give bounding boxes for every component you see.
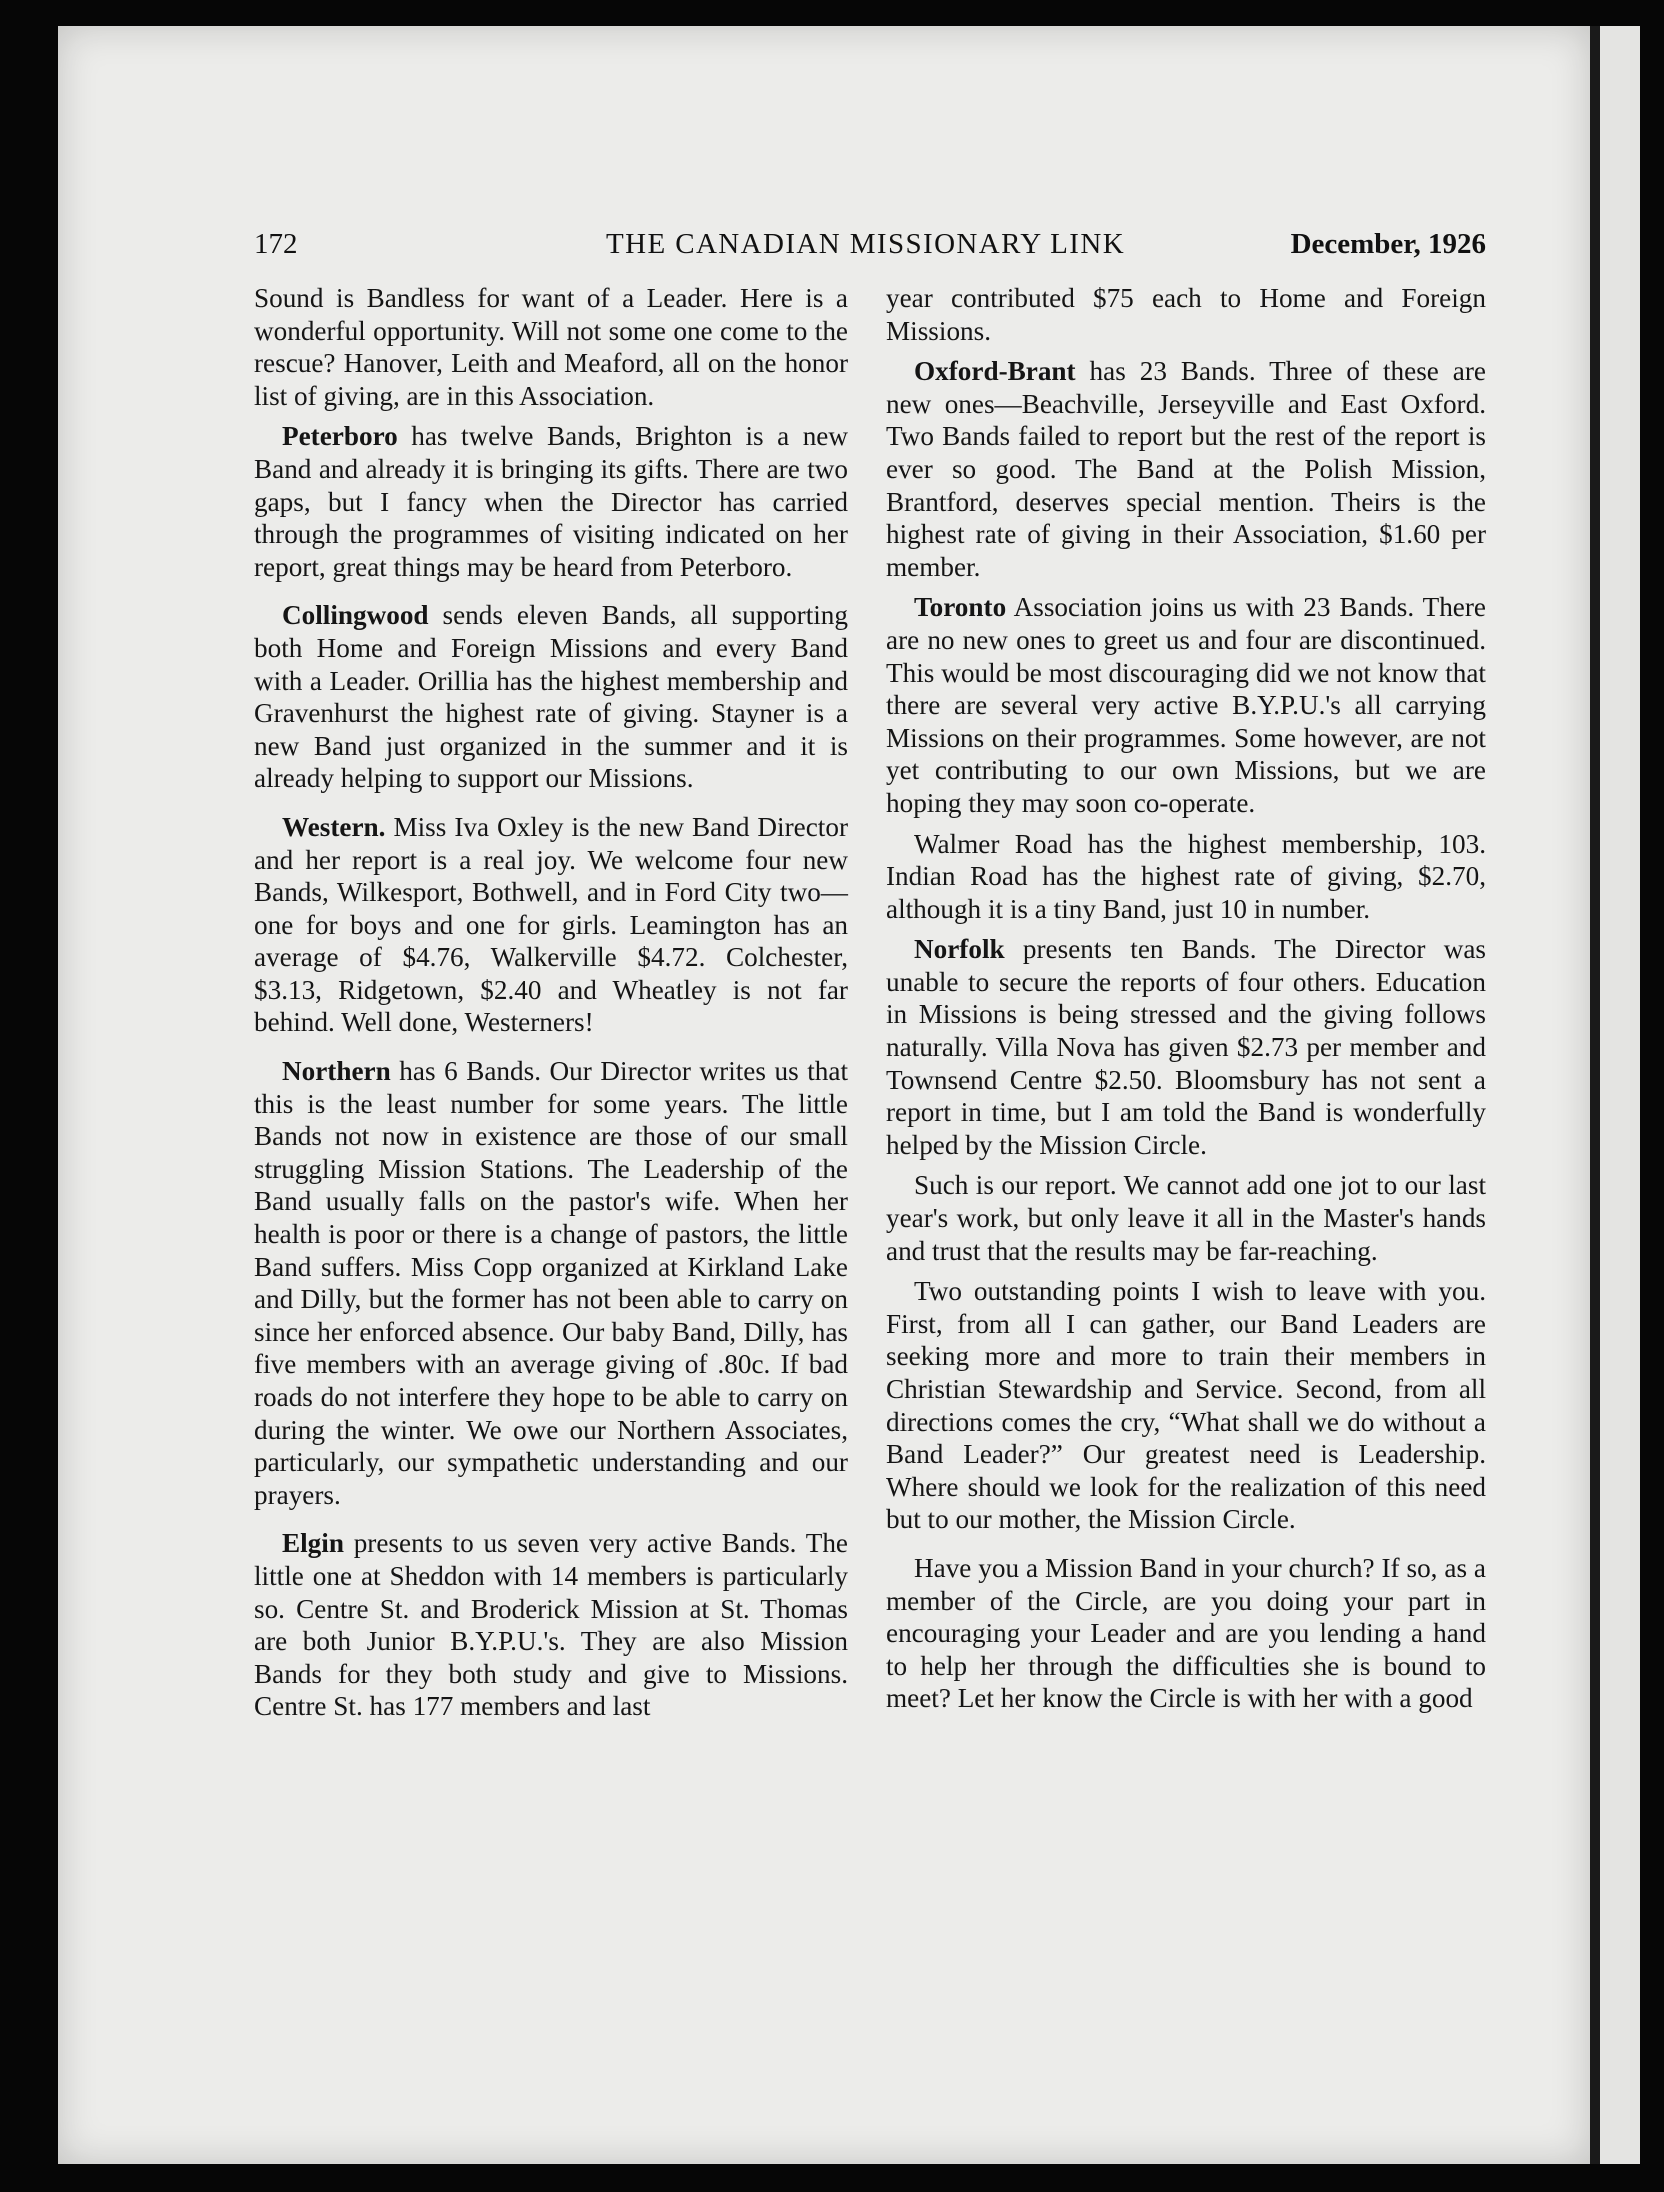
paragraph-norfolk: Norfolk presents ten Bands. The Director was unable to secure the reports of four others. Education in Missions is being stressed and the giving follows naturally. Villa Nova has given $2.73 per member and Townsend Centre $2.50. Bloomsbury has not sent a report in time, but I am told the Band is wonderfully helped by the Mission Circle. (886, 934, 1486, 1160)
paragraph-peterboro: Peterboro has twelve Bands, Brighton is a new Band and already it is bringing its gifts. There are two gaps, but I fancy when the Director has carried through the programmes of visiting indicated on her report, great things may be heard from Peterboro. (254, 421, 848, 582)
page-number: 172 (254, 228, 298, 260)
journal-title: THE CANADIAN MISSIONARY LINK (606, 228, 1126, 260)
right-column (886, 282, 1486, 1723)
paragraph: year contributed $75 each to Home and Foreign Missions. (886, 283, 1486, 346)
paragraph-northern: Northern has 6 Bands. Our Director writes us that this is the least number for some years. The little Bands not now in existence are those of our small struggling Mission Stations. The Leadership of the Band usually falls on the pastor's wife. When her health is poor or there is a change of pastors, the little Band suffers. Miss Copp organized at Kirkland Lake and Dilly, but the former has not been able to carry on since her enforced absence. Our baby Band, Dilly, has five members with an average giving of .80c. If bad roads do not interfere they hope to be able to carry on during the winter. We owe our Northern Associates, particularly, our sympathetic understanding and our prayers. (254, 1056, 848, 1510)
association-name: Peterboro (282, 421, 398, 452)
paragraph-collingwood: Collingwood sends eleven Bands, all supporting both Home and Foreign Missions and every Band with a Leader. Orillia has the highest membership and Gravenhurst the highest rate of giving. Stayner is a new Band just organized in the summer and it is already helping to support our Missions. (254, 600, 848, 794)
left-column (254, 282, 848, 1731)
paragraph: Sound is Bandless for want of a Leader. Here is a wonderful opportunity. Will not some one come to the rescue? Hanover, Leith and Meaford, all on the honor list of giving, are in this Association. (254, 283, 848, 411)
running-header (254, 220, 1486, 264)
paragraph-western: Western. Miss Iva Oxley is the new Band Director and her report is a real joy. We welcome four new Bands, Wilkesport, Bothwell, and in Ford City two—one for boys and one for girls. Leamington has an average of $4.76, Walkerville $4.72. Colchester, $3.13, Ridgetown, $2.40 and Wheatley is not far behind. Well done, Westerners! (254, 811, 848, 1038)
facing-page-edge (1600, 26, 1640, 2164)
association-name: Oxford-Brant (914, 356, 1076, 387)
issue-date: December, 1926 (1290, 228, 1486, 260)
paragraph: Have you a Mission Band in your church? If so, as a member of the Circle, are you doing your part in encouraging your Leader and are you lending a hand to help her through the difficulties she is bound to meet? Let her know the Circle is with her with a good (886, 1552, 1486, 1714)
book-spine (1590, 26, 1600, 2164)
association-name: Norfolk (914, 934, 1005, 965)
association-name: Western. (282, 811, 386, 842)
paragraph: Walmer Road has the highest membership, 103. Indian Road has the highest rate of giving, $2.70, although it is a tiny Band, just 10 in number. (886, 828, 1486, 924)
paragraph-toronto: Toronto Association joins us with 23 Bands. There are no new ones to greet us and four are discontinued. This would be most discouraging did we not know that there are several very active B.Y.P.U.'s all carrying Missions on their programmes. Some however, are not yet contributing to our own Missions, but we are hoping they may soon co-operate. (886, 592, 1486, 818)
paragraph-elgin: Elgin presents to us seven very active Bands. The little one at Sheddon with 14 members is particularly so. Centre St. and Broderick Mission at St. Thomas are both Junior B.Y.P.U.'s. They are also Mission Bands for they both study and give to Missions. Centre St. has 177 members and last (254, 1528, 848, 1722)
association-name: Collingwood (282, 600, 429, 631)
association-name: Northern (282, 1056, 391, 1087)
association-name: Toronto (914, 592, 1007, 623)
association-name: Elgin (282, 1528, 344, 1559)
paragraph-oxford-brant: Oxford-Brant has 23 Bands. Three of these are new ones—Beachville, Jerseyville and East Oxford. Two Bands failed to report but the rest of the report is ever so good. The Band at the Polish Mission, Brantford, deserves special mention. Theirs is the highest rate of giving in their Association, $1.60 per member. (886, 356, 1486, 582)
paragraph: Two outstanding points I wish to leave with you. First, from all I can gather, our Band Leaders are seeking more and more to train their members in Christian Stewardship and Service. Second, from all directions comes the cry, “What shall we do without a Band Leader?” Our greatest need is Leadership. Where should we look for the realization of this need but to our mother, the Mission Circle. (886, 1276, 1486, 1535)
paragraph: Such is our report. We cannot add one jot to our last year's work, but only leave it all in the Master's hands and trust that the results may be far-reaching. (886, 1170, 1486, 1266)
